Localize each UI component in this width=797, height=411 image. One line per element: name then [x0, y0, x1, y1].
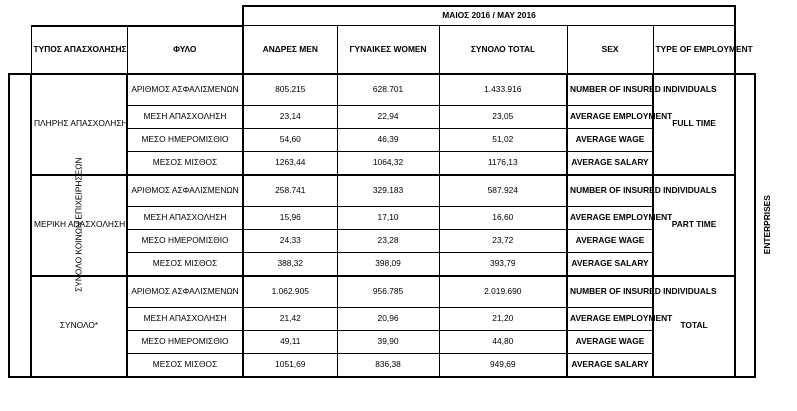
women-value: 22,94 [337, 105, 439, 128]
row-label-en: AVERAGE WAGE [567, 330, 653, 353]
row-label-en: NUMBER OF INSURED INDIVIDUALS [567, 175, 653, 207]
row-label-gr: ΑΡΙΘΜΟΣ ΑΣΦΑΛΙΣΜΕΝΩΝ [127, 74, 243, 106]
men-value: 258.741 [243, 175, 337, 207]
row-label-en: AVERAGE WAGE [567, 128, 653, 151]
group-label-en: PART TIME [653, 175, 735, 276]
period-header: ΜΑΙΟΣ 2016 / MAY 2016 [243, 6, 735, 26]
men-value: 49,11 [243, 330, 337, 353]
table-body [9, 6, 772, 377]
right-vertical-label [735, 74, 772, 377]
row-label-en: AVERAGE SALARY [567, 353, 653, 377]
sex-header-gr: ΦΥΛΟ [127, 26, 243, 74]
row-label-en: AVERAGE EMPLOYMENT [567, 307, 653, 330]
women-header: ΓΥΝΑΙΚΕΣ WOMEN [337, 26, 439, 74]
row-label-en: AVERAGE EMPLOYMENT [567, 206, 653, 229]
table-row [9, 74, 755, 106]
women-value: 23,28 [337, 229, 439, 252]
type-header-gr: ΤΥΠΟΣ ΑΠΑΣΧΟΛΗΣΗΣ [31, 26, 127, 74]
row-label-gr: ΜΕΣΟ ΗΜΕΡΟΜΙΣΘΙΟ [127, 330, 243, 353]
row-label-gr: ΑΡΙΘΜΟΣ ΑΣΦΑΛΙΣΜΕΝΩΝ [127, 276, 243, 308]
men-value: 21,42 [243, 307, 337, 330]
row-label-en: NUMBER OF INSURED INDIVIDUALS [567, 276, 653, 308]
row-label-gr: ΜΕΣΟΣ ΜΙΣΘΟΣ [127, 151, 243, 175]
men-value: 1.062.905 [243, 276, 337, 308]
sex-header-en: SEX [567, 26, 653, 74]
blank-cell [735, 6, 755, 26]
blank-cell [9, 6, 243, 26]
row-label-gr: ΜΕΣΟΣ ΜΙΣΘΟΣ [127, 353, 243, 377]
total-value: 587.924 [439, 175, 567, 207]
men-value: 805.215 [243, 74, 337, 106]
group-label-gr: ΣΥΝΟΛΟ* [31, 276, 127, 377]
men-header: ΑΝΔΡΕΣ MEN [243, 26, 337, 74]
total-value: 21,20 [439, 307, 567, 330]
women-value: 398,09 [337, 252, 439, 276]
row-label-gr: ΜΕΣΟ ΗΜΕΡΟΜΙΣΘΙΟ [127, 128, 243, 151]
row-label-gr: ΜΕΣΗ ΑΠΑΣΧΟΛΗΣΗ [127, 206, 243, 229]
group-label-en: TOTAL [653, 276, 735, 377]
men-value: 15,96 [243, 206, 337, 229]
row-label-en: AVERAGE EMPLOYMENT [567, 105, 653, 128]
women-value: 956.785 [337, 276, 439, 308]
total-value: 949,69 [439, 353, 567, 377]
total-value: 23,05 [439, 105, 567, 128]
statistics-table [8, 5, 772, 378]
blank-cell [9, 26, 31, 74]
group-label-gr: ΠΛΗΡΗΣ ΑΠΑΣΧΟΛΗΣΗ [31, 74, 127, 175]
total-value: 51,02 [439, 128, 567, 151]
row-label-gr: ΜΕΣΟΣ ΜΙΣΘΟΣ [127, 252, 243, 276]
women-value: 836,38 [337, 353, 439, 377]
total-value: 44,80 [439, 330, 567, 353]
table-row [9, 175, 755, 207]
men-value: 388,32 [243, 252, 337, 276]
row-label-gr: ΜΕΣΗ ΑΠΑΣΧΟΛΗΣΗ [127, 105, 243, 128]
total-value: 393,79 [439, 252, 567, 276]
total-value: 1.433.916 [439, 74, 567, 106]
row-label-gr: ΑΡΙΘΜΟΣ ΑΣΦΑΛΙΣΜΕΝΩΝ [127, 175, 243, 207]
right-vertical-text: ENTERPRISES [761, 195, 772, 255]
group-label-gr: ΜΕΡΙΚΗ ΑΠΑΣΧΟΛΗΣΗ [31, 175, 127, 276]
women-value: 46,39 [337, 128, 439, 151]
women-value: 628.701 [337, 74, 439, 106]
women-value: 39,90 [337, 330, 439, 353]
type-header-en: TYPE OF EMPLOYMENT [653, 26, 735, 74]
left-vertical-text: ΣΥΝΟΛΟ ΚΟΙΝΩΝ ΕΠΙΧΕΙΡΗΣΕΩΝ [73, 157, 84, 293]
total-value: 23,72 [439, 229, 567, 252]
period-row [9, 6, 755, 26]
column-header-row [9, 26, 755, 74]
total-value: 16,60 [439, 206, 567, 229]
row-label-en: AVERAGE WAGE [567, 229, 653, 252]
men-value: 24,33 [243, 229, 337, 252]
table-row [9, 276, 755, 308]
row-label-en: AVERAGE SALARY [567, 252, 653, 276]
row-label-gr: ΜΕΣΗ ΑΠΑΣΧΟΛΗΣΗ [127, 307, 243, 330]
men-value: 54,60 [243, 128, 337, 151]
women-value: 20,96 [337, 307, 439, 330]
women-value: 1064,32 [337, 151, 439, 175]
men-value: 1051,69 [243, 353, 337, 377]
men-value: 1263,44 [243, 151, 337, 175]
total-value: 2.019.690 [439, 276, 567, 308]
men-value: 23,14 [243, 105, 337, 128]
group-label-en: FULL TIME [653, 74, 735, 175]
women-value: 329.183 [337, 175, 439, 207]
row-label-en: NUMBER OF INSURED INDIVIDUALS [567, 74, 653, 106]
row-label-en: AVERAGE SALARY [567, 151, 653, 175]
total-value: 1176,13 [439, 151, 567, 175]
row-label-gr: ΜΕΣΟ ΗΜΕΡΟΜΙΣΘΙΟ [127, 229, 243, 252]
women-value: 17,10 [337, 206, 439, 229]
total-header: ΣΥΝΟΛΟ TOTAL [439, 26, 567, 74]
